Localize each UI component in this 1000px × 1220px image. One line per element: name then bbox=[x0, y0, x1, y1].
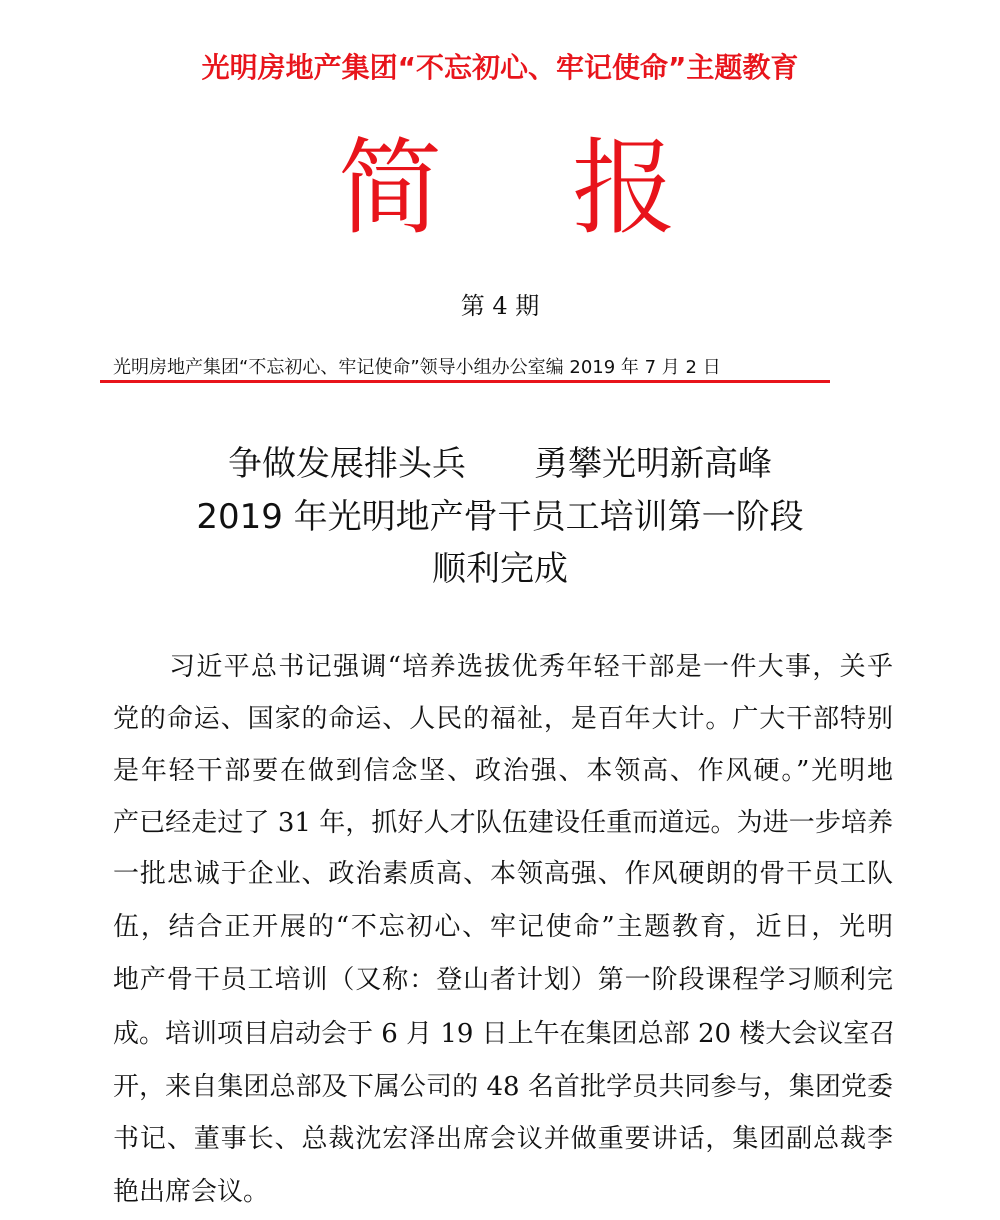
headline-line-1: 争做发展排头兵 勇攀光明新高峰 bbox=[228, 444, 772, 484]
body-line: 党的命运、国家的命运、人民的福祉，是百年大计。广大干部特别 bbox=[113, 704, 893, 734]
editor-and-date: 光明房地产集团“不忘初心、牢记使命”领导小组办公室编 2019 年 7 月 2 日 bbox=[113, 357, 721, 378]
bulletin-title-char-1: 简 bbox=[338, 127, 443, 249]
bulletin-title-char-2: 报 bbox=[572, 127, 677, 249]
body-line: 一批忠诚于企业、政治素质高、本领高强、作风硬朗的骨干员工队 bbox=[113, 859, 893, 889]
headline-line-3: 顺利完成 bbox=[432, 549, 568, 589]
issue-number: 第 4 期 bbox=[460, 292, 540, 320]
body-line: 书记、董事长、总裁沈宏泽出席会议并做重要讲话，集团副总裁李 bbox=[113, 1124, 893, 1154]
body-line: 是年轻干部要在做到信念坚、政治强、本领高、作风硬。”光明地 bbox=[113, 756, 893, 786]
body-line: 开，来自集团总部及下属公司的 48 名首批学员共同参与，集团党委 bbox=[113, 1072, 893, 1102]
headline-line-2: 2019 年光明地产骨干员工培训第一阶段 bbox=[196, 497, 804, 537]
body-line: 艳出席会议。 bbox=[113, 1177, 270, 1207]
body-line: 习近平总书记强调“培养选拔优秀年轻干部是一件大事，关乎 bbox=[169, 652, 893, 682]
body-line: 伍，结合正开展的“不忘初心、牢记使命”主题教育，近日，光明 bbox=[113, 912, 893, 942]
body-line: 成。培训项目启动会于 6 月 19 日上午在集团总部 20 楼大会议室召 bbox=[113, 1019, 896, 1049]
red-divider bbox=[100, 380, 830, 383]
body-line: 产已经走过了 31 年，抓好人才队伍建设任重而道远。为进一步培养 bbox=[113, 808, 893, 838]
bulletin-series-title: 光明房地产集团“不忘初心、牢记使命”主题教育 bbox=[201, 51, 799, 84]
body-line: 地产骨干员工培训（又称：登山者计划）第一阶段课程学习顺利完 bbox=[113, 965, 893, 995]
